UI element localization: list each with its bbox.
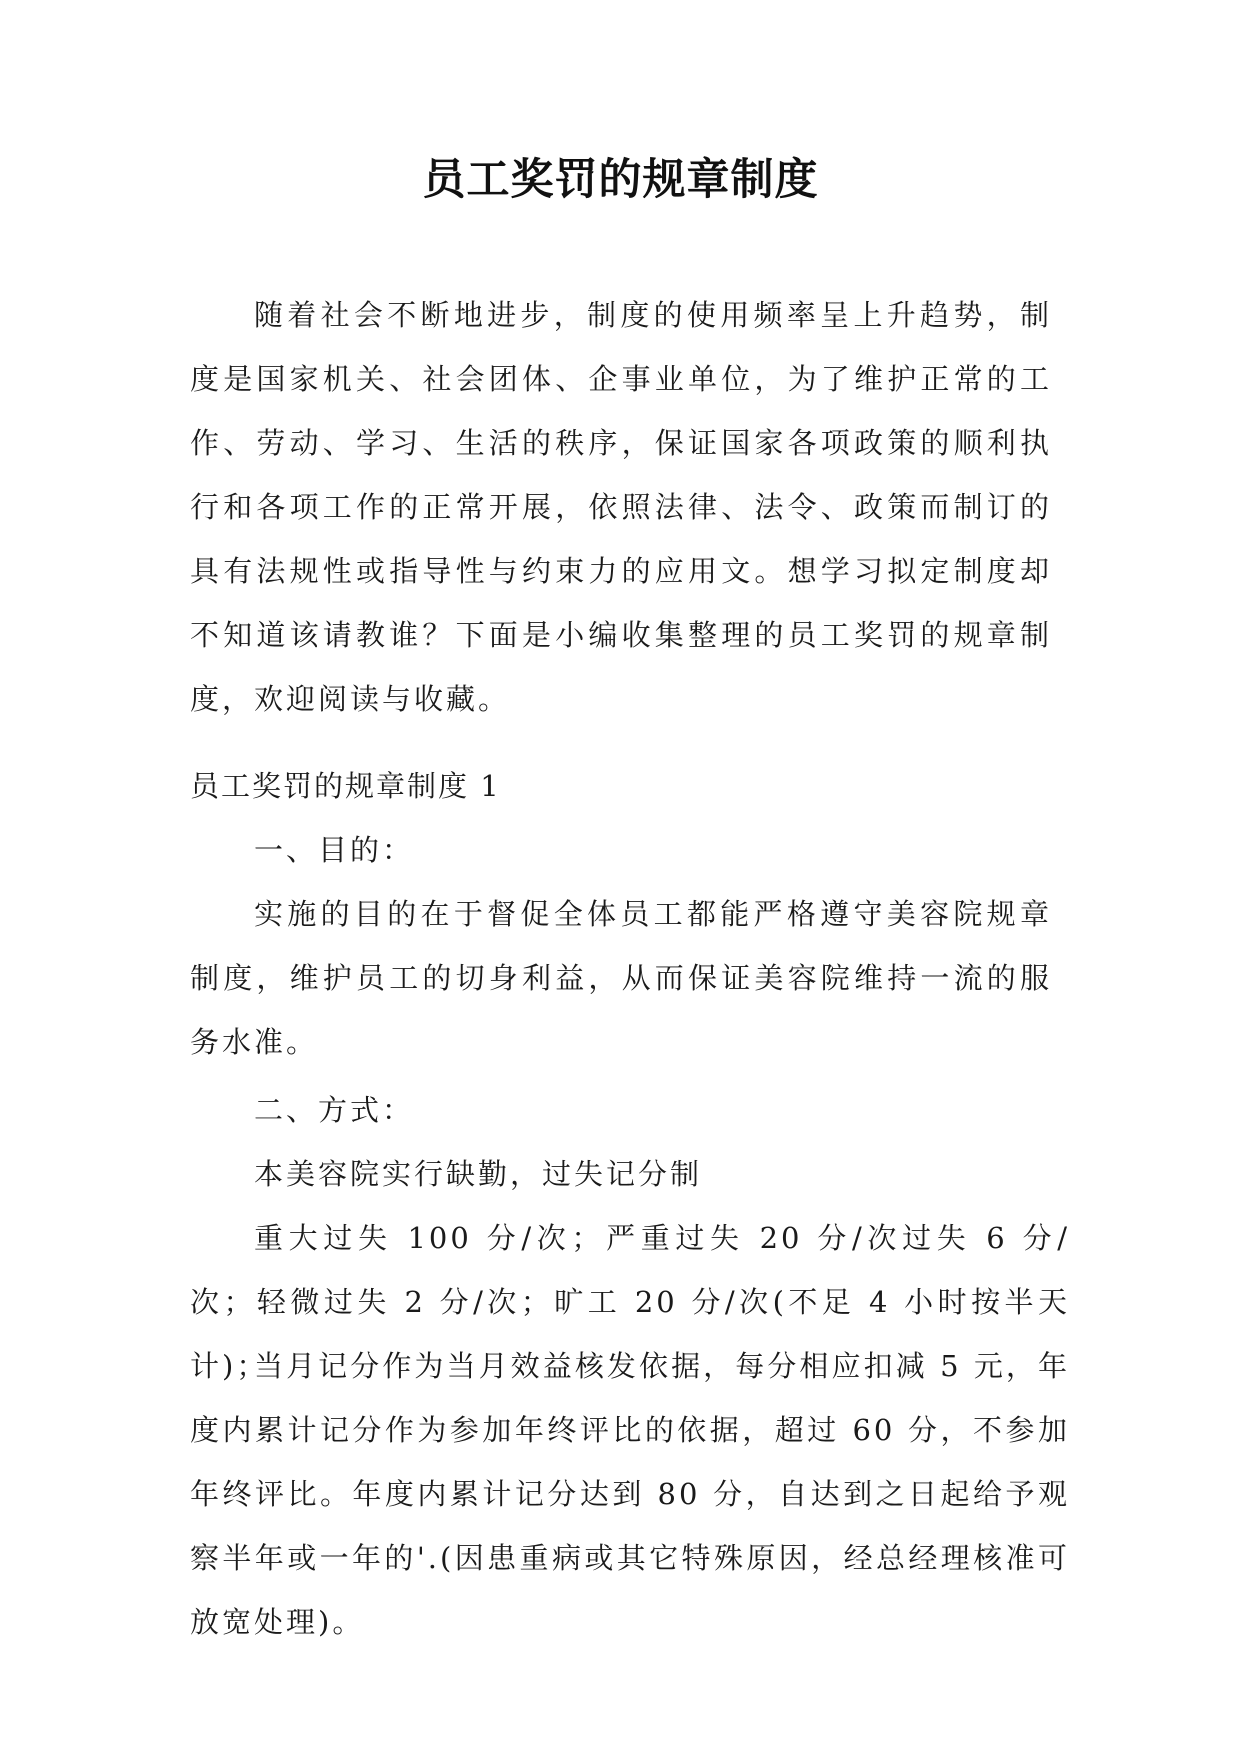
intro-paragraph: 随着社会不断地进步，制度的使用频率呈上升趋势，制度是国家机关、社会团体、企事业单位，为了维护正常的工作、劳动、学习、生活的秩序，保证国家各项政策的顺利执行和各项工作的正常开展，依照法律、法令、政策而制订的具有法规性或指导性与约束力的应用文。想学习拟定制度却不知道该请教谁？下面是小编收集整理的员工奖罚的规章制度，欢迎阅读与收藏。 bbox=[190, 298, 1052, 716]
section-title: 员工奖罚的规章制度 1 bbox=[190, 769, 501, 803]
heading-purpose: 一、目的： bbox=[254, 833, 415, 867]
paragraph-penalty-points: 重大过失 100 分/次；严重过失 20 分/次过失 6 分/次；轻微过失 2 分/次；旷工 20 分/次(不足 4 小时按半天计)； bbox=[190, 1221, 1070, 1383]
paragraph-purpose: 实施的目的在于督促全体员工都能严格遵守美容院规章制度，维护员工的切身利益，从而保证美容院维持一流的服务水准。 bbox=[190, 897, 1052, 1059]
paragraph-scoring-rules: 当月记分作为当月效益核发依据，每分相应扣减 5 元，年度内累计记分作为参加年终评比的依据，超过 60 分，不参加年终评比。年度内累计记分达到 80 分，自达到之日起给予观察半年或一年的'.(因患重病或其它特殊原因，经总经理核准可放宽处理)。 bbox=[190, 1349, 1070, 1639]
document-title: 员工奖罚的规章制度 bbox=[422, 155, 819, 205]
paragraph-method: 本美容院实行缺勤，过失记分制 bbox=[254, 1157, 703, 1191]
heading-method: 二、方式： bbox=[254, 1093, 415, 1127]
